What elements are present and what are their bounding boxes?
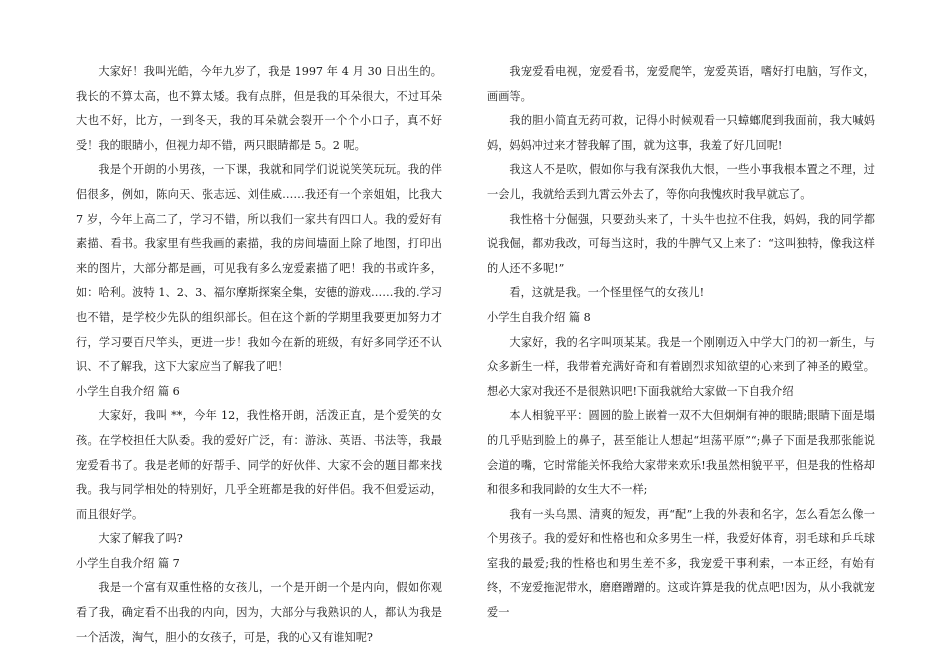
paragraph-question: 大家了解我了吗? (98, 532, 183, 546)
paragraph-personality-hobbies: 我是个开朗的小男孩，一下课，我就和同学们说说笑笑玩玩。我的伴侣很多，例如，陈向天、张志远、刘佳威……我还有一个亲姐姐，比我大 7 岁，今年上高二了，学习不错，所以我们一家共有四口人。我的爱好有素描、看书。我家里有些我画的素描，我的房间墙面上除了地图，打印出来的图片，大部分都是画，可见我有多么宠爱素描了吧！我的书或许多，如：哈利。波特 1、2、3、福尔摩斯探案全集，安德的游戏……我的.学习也不错，是学校少先队的组织部长。但在这个新的学期里我要更加努力才行，学习要百尺竿头，更进一步！我如今在新的班级，有好多同学还不认识、不了解我，这下大家应当了解我了吧！ (76, 163, 442, 374)
paragraph-intro-guanghao: 大家好！我叫光皓，今年九岁了，我是 1997 年 4 月 30 日出生的。我长的不算太高，也不算太矮。我有点胖，但是我的耳朵很大，不过耳朵大也不好，比方，一到冬天，我的耳朵就会裂开一个个小口子，真不好受！我的眼睛小，但视力却不错，两只眼睛都是 5。2 呢。 (76, 65, 442, 152)
paragraph-timid: 我的胆小简直无药可救，记得小时候观看一只蟑螂爬到我面前，我大喊妈妈，妈妈冲过来才替我解了围，就为这事，我羞了好几回呢! (487, 114, 875, 152)
left-column (76, 60, 442, 650)
paragraph-intro-girl: 大家好，我叫 **，今年 12，我性格开朗，活泼正直，是个爱笑的女孩。在学校担任大队委。我的爱好广泛，有：游泳、英语、书法等，我最宠爱看书了。我是老师的好帮手、同学的好伙伴、大家不会的题目都来找我。我与同学相处的特别好，几乎全班都是我的好伴侣。我不但爱运动，而且很好学。 (76, 409, 442, 521)
paragraph-conclusion: 看，这就是我。一个怪里怪气的女孩儿! (509, 286, 705, 300)
paragraph-hobbies-list: 我宠爱看电视，宠爱看书，宠爱爬竿，宠爱英语，嗜好打电脑，写作文，画画等。 (487, 65, 875, 103)
paragraph-stubborn: 我性格十分倔强，只要劲头来了，十头牛也拉不住我，妈妈，我的同学都说我倔，都劝我改，可每当这时，我的牛脾气又上来了：“这叫独特，像我这样的人还不多呢!” (487, 212, 875, 275)
paragraph-dual-personality: 我是一个富有双重性格的女孩儿，一个是开朗一个是内向，假如你观看了我，确定看不出我的内向，因为，大部分与我熟识的人，都认为我是一个活泼，淘气，胆小的女孩子，可是，我的心又有谁知呢? (76, 581, 442, 644)
paragraph-intro-xiang: 大家好，我的名字叫项某某。我是一个刚刚迈入中学大门的初一新生，与众多新生一样，我带着充满好奇和有着剧烈求知欲望的心来到了神圣的殿堂。想必大家对我还不是很熟识吧!下面我就给大家做一下自我介绍 (487, 335, 875, 398)
right-column (487, 60, 875, 626)
section-heading-6: 小学生自我介绍 篇 6 (76, 384, 180, 398)
paragraph-appearance: 本人相貌平平：圆圆的脸上嵌着一双不大但炯炯有神的眼睛;眼睛下面是塌的几乎贴到脸上的鼻子，甚至能让人想起“坦荡平原”“;鼻子下面是我那张能说会道的嘴，它时常能关怀我给大家带来欢乐!我虽然相貌平平，但是我的性格却和很多和我同龄的女生大不一样; (487, 409, 875, 497)
paragraph-short-hair: 我有一头乌黑、清爽的短发，再“配”上我的外表和名字，怎么看怎么像一个男孩子。我的爱好和性格也和众多男生一样，我爱好体育，羽毛球和乒乓球室我的最爱;我的性格也和男生差不多，我宠爱干事利索，一本正经，有始有终，不宠爱拖泥带水，磨磨蹭蹭的。这或许算是我的优点吧!因为，从小我就宠爱一 (487, 507, 875, 620)
section-heading-8: 小学生自我介绍 篇 8 (487, 310, 591, 324)
paragraph-forgiving: 我这人不是吹，假如你与我有深我仇大恨，一些小事我根本置之不理，过一会儿，我就给丢到九霄云外去了，等你向我愧疚时我早就忘了。 (487, 163, 875, 201)
section-heading-7: 小学生自我介绍 篇 7 (76, 556, 180, 570)
